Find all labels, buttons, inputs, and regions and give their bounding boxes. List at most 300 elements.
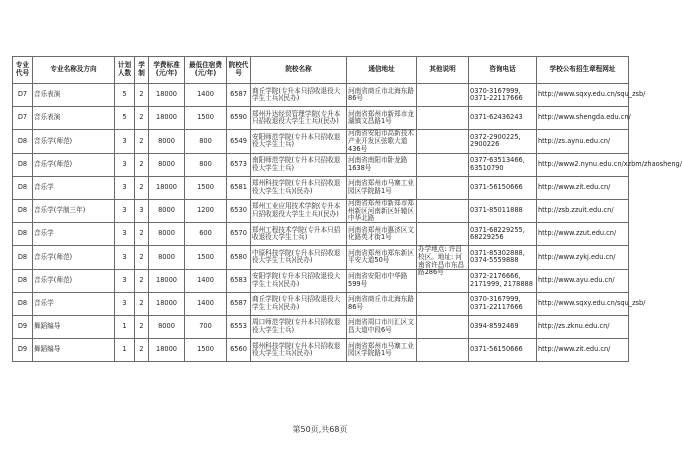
cell-text: D8: [17, 206, 28, 215]
table-cell: [33, 130, 115, 153]
cell-text: 0371-85302888, 0374-5559888: [470, 248, 525, 265]
table-cell: [251, 130, 347, 153]
table-cell: [149, 223, 185, 246]
cell-text: 1400: [197, 90, 214, 99]
table-cell: [347, 107, 417, 130]
table-cell: [347, 199, 417, 222]
cell-text: D9: [17, 322, 28, 331]
admission-url-link[interactable]: http://www.shengda.edu.cn/: [538, 113, 631, 122]
table-cell: [251, 84, 347, 107]
cell-text: 舞蹈编导: [34, 345, 61, 354]
cell-text: 河南省郑州市郑东新区平安大道50号: [348, 248, 414, 265]
table-row: [13, 130, 629, 153]
table-cell: [185, 223, 227, 246]
table-cell: [251, 292, 347, 315]
cell-text: 0371-85011888: [470, 206, 523, 215]
cell-text: 河南省商丘市北海东路86号: [348, 295, 414, 311]
table-cell: [33, 246, 115, 269]
table-cell: [33, 176, 115, 199]
cell-text: 河南省安阳市高新技术产业开发区弦歌大道436号: [348, 129, 414, 153]
table-cell: [185, 153, 227, 176]
cell-text: 1500: [197, 113, 214, 122]
cell-text: 音乐学(师范): [34, 159, 73, 168]
column-header: 院校名称: [251, 57, 347, 84]
column-header: 通信地址: [347, 57, 417, 84]
table-cell: [347, 339, 417, 362]
column-header: 学制: [135, 57, 149, 84]
cell-text: 3: [139, 206, 144, 215]
cell-text: 0370-3167999, 0371-22117666: [470, 86, 523, 103]
table-cell: [227, 153, 251, 176]
cell-text: 700: [199, 322, 212, 331]
table-cell[interactable]: [537, 84, 646, 107]
cell-text: 河南省郑州市马寨工业园区学院路1号: [348, 179, 414, 195]
cell-text: 1200: [197, 206, 214, 215]
cell-text: 南阳师范学院(专升本只招收退役大学生士兵): [252, 156, 341, 172]
cell-text: 5: [122, 90, 127, 99]
table-cell: [417, 176, 469, 199]
cell-text: 6573: [230, 159, 247, 168]
cell-text: D8: [17, 183, 28, 192]
admission-url-link[interactable]: http://www.sqxy.edu.cn/squ_zsb/: [538, 298, 646, 307]
table-cell: [135, 153, 149, 176]
column-header: 学校公布招生章程网址: [537, 57, 629, 84]
table-cell: [185, 107, 227, 130]
cell-text: 18000: [156, 275, 177, 284]
table-cell: [115, 153, 135, 176]
cell-text: D8: [17, 229, 28, 238]
cell-text: 2: [139, 113, 144, 122]
table-cell: [347, 153, 417, 176]
table-row: [13, 292, 629, 315]
cell-text: 6553: [230, 322, 247, 331]
table-cell: [149, 339, 185, 362]
cell-text: 8000: [158, 159, 175, 168]
cell-text: 2: [139, 322, 144, 331]
column-header: 院校代号: [227, 57, 251, 84]
table-cell: [13, 223, 33, 246]
table-cell: [347, 84, 417, 107]
table-cell: [13, 199, 33, 222]
table-cell[interactable]: [537, 199, 629, 222]
table-cell: [347, 315, 417, 338]
table-cell: [149, 246, 185, 269]
cell-text: 郑州工业应用技术学院(专升本只招收退役大学生士兵)(民办): [252, 202, 341, 219]
cell-text: 河南省周口市川汇区文昌大道中段6号: [348, 318, 414, 334]
table-cell[interactable]: [537, 269, 629, 292]
enrollment-table-wrap: [12, 56, 682, 362]
cell-text: 1400: [197, 275, 214, 284]
table-cell: [13, 107, 33, 130]
table-cell: [115, 107, 135, 130]
column-header: 最低住宿费(元/年): [185, 57, 227, 84]
table-cell: [417, 292, 469, 315]
table-body: [13, 84, 682, 362]
table-cell: [135, 223, 149, 246]
table-cell: [251, 107, 347, 130]
table-cell: [13, 176, 33, 199]
admission-url-link[interactable]: http://www.zzut.edu.cn/: [538, 229, 617, 238]
table-cell: [227, 292, 251, 315]
cell-text: D8: [17, 298, 28, 307]
table-cell: [135, 176, 149, 199]
column-header: 学费标准(元/年): [149, 57, 185, 84]
cell-text: D8: [17, 252, 28, 261]
table-cell: [469, 130, 537, 153]
table-row: [13, 176, 629, 199]
table-cell[interactable]: [537, 246, 629, 269]
cell-text: D9: [17, 345, 28, 354]
cell-text: 舞蹈编导: [34, 322, 61, 331]
table-cell: [227, 130, 251, 153]
table-cell: [149, 315, 185, 338]
table-cell: [13, 153, 33, 176]
table-cell: [251, 153, 347, 176]
table-cell: [33, 107, 115, 130]
table-cell: [251, 246, 347, 269]
cell-text: 8000: [158, 252, 175, 261]
admission-url-link[interactable]: http://zs.aynu.edu.cn/: [538, 136, 611, 145]
table-cell: [115, 130, 135, 153]
table-row: [13, 84, 629, 107]
table-cell: [417, 339, 469, 362]
table-cell: [149, 84, 185, 107]
cell-text: 安阳学院(专升本只招收退役大学生士兵)(民办): [252, 272, 341, 288]
cell-text: 周口师范学院(专升本只招收退役大学生士兵): [252, 318, 341, 334]
table-cell: [149, 292, 185, 315]
cell-text: 0371-68229255, 68229256: [470, 225, 525, 242]
cell-text: 6583: [230, 275, 247, 284]
cell-text: 郑州科技学院(专升本只招收退役大学生士兵)(民办): [252, 179, 341, 195]
cell-text: 3: [122, 298, 127, 307]
cell-text: 800: [199, 159, 212, 168]
table-cell: [115, 223, 135, 246]
admission-url-link[interactable]: http://www.zit.edu.cn/: [538, 183, 611, 192]
page-number: 第50页,共68页: [292, 425, 348, 434]
cell-text: 音乐学(学制三年): [34, 206, 86, 215]
table-cell: [417, 107, 469, 130]
admission-url-link[interactable]: http://www.ayu.edu.cn/: [538, 275, 615, 284]
table-cell: [13, 130, 33, 153]
table-cell: [185, 199, 227, 222]
table-cell: [347, 223, 417, 246]
cell-text: 6549: [230, 136, 247, 145]
cell-text: 音乐学(师范): [34, 136, 73, 145]
cell-text: 河南省郑州市新郑市郑州新区河南新区轩辕区中华北路: [348, 199, 414, 223]
table-cell: [469, 315, 537, 338]
column-header: 专业代号: [13, 57, 33, 84]
cell-text: 音乐表演: [34, 113, 61, 122]
cell-text: 郑州升达经贸管理学院(专升本只招收退役大学生士兵)(民办): [252, 109, 341, 126]
table-cell: [417, 315, 469, 338]
cell-text: 6590: [230, 113, 247, 122]
cell-text: 0394-8592469: [470, 322, 519, 331]
table-cell: [417, 199, 469, 222]
cell-text: 8000: [158, 136, 175, 145]
table-row: [13, 315, 629, 338]
cell-text: 18000: [156, 345, 177, 354]
admission-url-link[interactable]: http://www.zit.edu.cn/: [538, 345, 611, 354]
table-cell: [185, 292, 227, 315]
cell-text: 6587: [230, 90, 247, 99]
cell-text: 商丘学院(专升本只招收退役大学生士兵)(民办): [252, 86, 341, 103]
admission-url-link[interactable]: http://www2.nynu.edu.cn/xzbm/zhaosheng/: [538, 159, 682, 168]
cell-text: 1: [122, 345, 127, 354]
cell-text: 6570: [230, 229, 247, 238]
cell-text: 3: [122, 136, 127, 145]
table-row: [13, 223, 629, 246]
table-cell: [13, 292, 33, 315]
table-cell[interactable]: [537, 223, 629, 246]
table-cell: [135, 315, 149, 338]
cell-text: D8: [17, 275, 28, 284]
cell-text: 0371-56150666: [470, 345, 523, 354]
table-cell: [469, 269, 537, 292]
table-cell: [149, 269, 185, 292]
column-header: 咨询电话: [469, 57, 537, 84]
cell-text: 6587: [230, 298, 247, 307]
cell-text: 5: [122, 113, 127, 122]
column-header: 其他说明: [417, 57, 469, 84]
table-cell: [347, 176, 417, 199]
admission-url-link[interactable]: http://zsb.zzuit.edu.cn/: [538, 206, 614, 215]
table-cell: [135, 107, 149, 130]
cell-text: 郑州科技学院(专升本只招收退役大学生士兵)(民办): [252, 341, 341, 358]
table-cell: [135, 292, 149, 315]
table-cell: [251, 339, 347, 362]
table-cell: [135, 339, 149, 362]
table-cell: [185, 176, 227, 199]
cell-text: 18000: [156, 113, 177, 122]
cell-text: 0377-63513466, 63510790: [470, 156, 525, 172]
cell-text: 600: [199, 229, 212, 238]
table-cell: [185, 84, 227, 107]
cell-text: 河南省南阳市卧龙路1638号: [348, 156, 408, 172]
table-row: [13, 153, 629, 176]
table-cell: [149, 199, 185, 222]
admission-url-link[interactable]: http://zs.zknu.edu.cn/: [538, 322, 610, 331]
column-header: 计划人数: [115, 57, 135, 84]
table-row: [13, 199, 629, 222]
table-cell: [115, 269, 135, 292]
cell-text: 1500: [197, 183, 214, 192]
table-cell: [185, 315, 227, 338]
cell-text: 0370-3167999, 0371-22117666: [470, 295, 523, 311]
cell-text: 6530: [230, 206, 247, 215]
table-cell: [13, 339, 33, 362]
table-cell: [33, 315, 115, 338]
table-cell: [33, 223, 115, 246]
cell-text: 河南省商丘市北海东路86号: [348, 86, 414, 103]
table-cell: [149, 107, 185, 130]
table-cell[interactable]: [537, 130, 629, 153]
table-cell[interactable]: [537, 176, 629, 199]
cell-text: 3: [122, 206, 127, 215]
table-row: [13, 246, 629, 269]
table-cell: [469, 339, 537, 362]
table-cell: [469, 199, 537, 222]
table-cell: [469, 246, 537, 269]
table-cell: [227, 315, 251, 338]
cell-text: 2: [139, 136, 144, 145]
table-cell: [135, 130, 149, 153]
table-cell: [33, 199, 115, 222]
cell-text: 1: [122, 322, 127, 331]
table-cell: [417, 223, 469, 246]
cell-text: 2: [139, 252, 144, 261]
table-cell: [185, 130, 227, 153]
table-cell: [115, 339, 135, 362]
table-cell: [149, 176, 185, 199]
table-cell[interactable]: [537, 107, 629, 130]
table-cell: [135, 84, 149, 107]
table-cell: [347, 246, 417, 269]
table-cell: [185, 269, 227, 292]
cell-text: 0371-56150666: [470, 183, 523, 192]
cell-text: 音乐学: [34, 298, 54, 307]
table-cell: [135, 269, 149, 292]
table-cell: [417, 245, 469, 277]
table-cell: [251, 199, 347, 222]
admission-url-link[interactable]: http://www.zykj.edu.cn/: [538, 252, 616, 261]
cell-text: 8000: [158, 206, 175, 215]
cell-text: 1500: [197, 252, 214, 261]
table-cell: [135, 246, 149, 269]
cell-text: 3: [122, 159, 127, 168]
table-cell: [227, 223, 251, 246]
cell-text: 3: [122, 183, 127, 192]
column-header: 专业名称及方向: [33, 57, 115, 84]
table-cell: [469, 153, 537, 176]
cell-text: 0371-62436243: [470, 113, 523, 122]
table-cell: [115, 176, 135, 199]
table-cell: [33, 269, 115, 292]
table-cell: [115, 84, 135, 107]
cell-text: 2: [139, 229, 144, 238]
cell-text: 6560: [230, 345, 247, 354]
table-cell: [115, 292, 135, 315]
cell-text: 郑州工程技术学院(专升本只招收退役大学生士兵): [252, 225, 341, 242]
table-cell: [417, 153, 469, 176]
table-cell: [469, 107, 537, 130]
table-cell: [13, 315, 33, 338]
cell-text: 6580: [230, 252, 247, 261]
table-cell: [227, 84, 251, 107]
cell-text: 800: [199, 136, 212, 145]
table-cell[interactable]: [537, 315, 629, 338]
cell-text: 河南省郑州市惠济区文化路英才街1号: [348, 225, 414, 242]
cell-text: 安阳师范学院(专升本只招收退役大学生士兵): [252, 132, 341, 149]
table-cell[interactable]: [537, 292, 646, 315]
cell-text: 音乐学: [34, 183, 54, 192]
cell-text: 0372-2176666, 2171999, 2178888: [470, 272, 533, 288]
cell-text: 3: [122, 229, 127, 238]
table-cell: [251, 269, 347, 292]
cell-text: 商丘学院(专升本只招收退役大学生士兵)(民办): [252, 295, 341, 311]
admission-url-link[interactable]: http://www.sqxy.edu.cn/squ_zsb/: [538, 90, 646, 99]
cell-text: 音乐表演: [34, 90, 61, 99]
cell-text: 18000: [156, 183, 177, 192]
table-row: [13, 339, 629, 362]
table-cell: [469, 223, 537, 246]
table-cell: [347, 130, 417, 153]
table-cell: [13, 269, 33, 292]
table-cell[interactable]: [537, 153, 682, 176]
table-cell: [251, 223, 347, 246]
table-cell: [251, 176, 347, 199]
cell-text: 3: [122, 252, 127, 261]
table-cell: [13, 84, 33, 107]
cell-text: 3: [122, 275, 127, 284]
cell-text: 0372-2900225, 2900226: [470, 132, 521, 149]
table-cell: [33, 292, 115, 315]
cell-text: 河南省郑州市马寨工业园区学院路1号: [348, 341, 414, 358]
cell-text: 2: [139, 345, 144, 354]
cell-text: 1400: [197, 298, 214, 307]
table-cell[interactable]: [537, 339, 629, 362]
cell-text: 音乐学: [34, 229, 54, 238]
cell-text: 音乐学(师范): [34, 275, 73, 284]
cell-text: 河南省郑州市新郑市龙湖镇文昌路1号: [348, 109, 414, 126]
table-cell: [227, 107, 251, 130]
table-cell: [115, 199, 135, 222]
enrollment-table: [12, 56, 682, 362]
cell-text: 2: [139, 183, 144, 192]
table-cell: [417, 130, 469, 153]
table-cell: [185, 246, 227, 269]
table-cell: [149, 153, 185, 176]
table-cell: [469, 292, 537, 315]
cell-text: 6581: [230, 183, 247, 192]
table-cell: [13, 246, 33, 269]
table-cell: [227, 176, 251, 199]
table-cell: [33, 339, 115, 362]
table-cell: [469, 176, 537, 199]
table-cell: [149, 130, 185, 153]
table-cell: [347, 269, 417, 292]
cell-text: 18000: [156, 90, 177, 99]
table-header-row: [13, 57, 629, 84]
cell-text: 2: [139, 90, 144, 99]
cell-text: D8: [17, 159, 28, 168]
table-cell: [227, 269, 251, 292]
cell-text: D8: [17, 136, 28, 145]
cell-text: 2: [139, 159, 144, 168]
table-cell: [347, 292, 417, 315]
cell-text: 1500: [197, 345, 214, 354]
cell-text: 8000: [158, 322, 175, 331]
cell-text: 18000: [156, 298, 177, 307]
cell-text: 中原科技学院(专升本只招收退役大学生士兵)(民办): [252, 248, 341, 265]
cell-text: 河南省安阳市中华路599号: [348, 272, 408, 288]
cell-text: 2: [139, 298, 144, 307]
table-row: [13, 269, 629, 292]
table-cell: [185, 339, 227, 362]
table-cell: [469, 84, 537, 107]
table-cell: [135, 199, 149, 222]
cell-text: 2: [139, 275, 144, 284]
table-cell: [115, 315, 135, 338]
table-cell: [33, 153, 115, 176]
table-cell: [33, 84, 115, 107]
table-row: [13, 107, 629, 130]
cell-text: D7: [17, 90, 28, 99]
cell-text: D7: [17, 113, 28, 122]
cell-text: 音乐学(师范): [34, 252, 73, 261]
table-cell: [115, 246, 135, 269]
table-cell: [227, 339, 251, 362]
cell-text: 办学地点: 许昌校区。地址: 河南省许昌市东昌路286号: [418, 245, 465, 277]
